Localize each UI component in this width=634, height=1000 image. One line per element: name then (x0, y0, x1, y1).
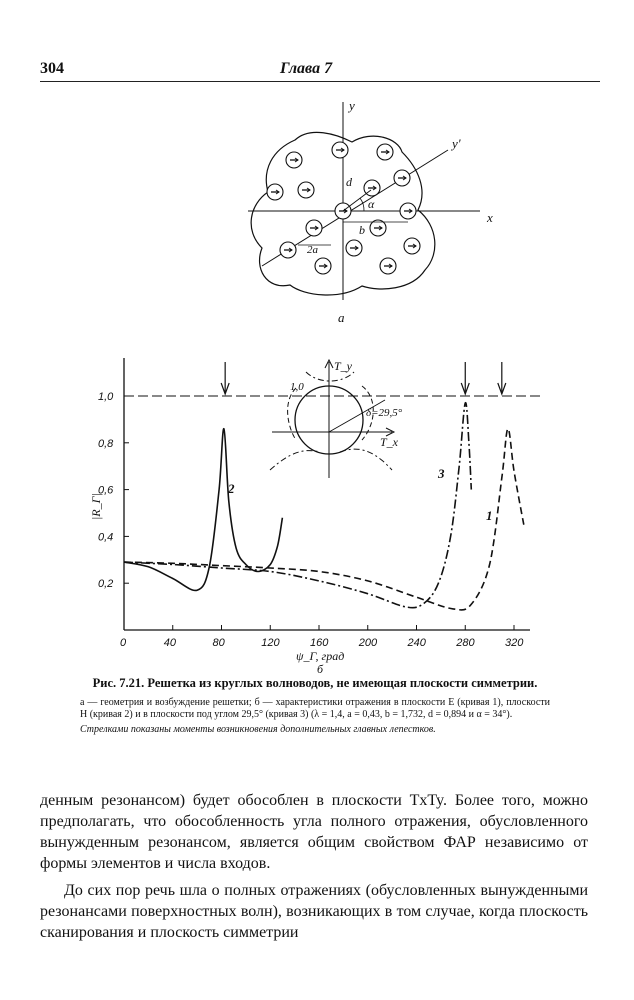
chart-series (124, 403, 524, 610)
running-title: Глава 7 (280, 60, 333, 77)
figure-7-21 (0, 90, 634, 675)
resonance-arrow-icon (498, 362, 506, 394)
lattice-cell (286, 152, 302, 168)
x-tick-label: 200 (358, 637, 378, 649)
y-axis-label: y (349, 98, 355, 113)
series-line-2 (124, 429, 282, 591)
lattice-cell (380, 258, 396, 274)
resonance-arrow-icon (221, 362, 229, 394)
inset-label-delta: δ=29,5° (366, 407, 403, 419)
inset-txty-plane (270, 359, 403, 478)
caption-note: а — геометрия и возбуждение решетки; б — характеристики отражения в плоскости E (кривая 1), плоскости H (кривая 2) и в плоскости под углом 29,5° (кривая 3) (λ = 1,4, a = 0,43, b = 1,732, d = 0,894 и α = 34°). (80, 697, 550, 720)
lattice-cell (267, 184, 283, 200)
y-tick-label: 0,2 (98, 578, 114, 591)
b-label: b (359, 223, 365, 237)
2a-label: 2a (307, 244, 318, 256)
figure-a (248, 98, 493, 325)
x-tick-label: 240 (407, 637, 426, 649)
header-rule (40, 81, 600, 82)
inset-label-tx: T_x (380, 435, 398, 449)
x-tick-label: 160 (310, 637, 329, 649)
figure-b-chart (89, 358, 540, 675)
lattice-cell (404, 238, 420, 254)
inset-dashed-arc-bottom-left (270, 451, 320, 470)
x-tick-label: 320 (505, 637, 524, 649)
caption-title: Рис. 7.21. Решетка из круглых волноводов, не имеющая плоскости симметрии. (92, 676, 538, 690)
inset-label-ty: T_y (334, 359, 352, 373)
lattice-cell (315, 258, 331, 274)
lattice-cell (400, 203, 416, 219)
resonance-markers (221, 362, 506, 394)
inset-dashed-arc-bottom-right (340, 449, 392, 470)
lattice-cell (280, 242, 296, 258)
series-label-1: 1 (486, 508, 493, 523)
figure-caption (80, 676, 550, 736)
y-tick-label: 0,8 (98, 437, 114, 450)
x-tick-label: 120 (261, 637, 280, 649)
series-line-1 (124, 429, 524, 610)
body-text (40, 790, 588, 943)
y-tick-label: 0,6 (98, 484, 114, 497)
lattice-cell (346, 240, 362, 256)
x-tick-label: 40 (163, 637, 176, 649)
caption-footnote: Стрелками показаны моменты возникновения дополнительных главных лепестков. (80, 724, 436, 735)
lattice-cell (394, 170, 410, 186)
d-label: d (346, 175, 352, 189)
x-tick-label: 80 (212, 637, 225, 649)
y-tick-label: 0,4 (98, 531, 114, 544)
x-tick-label: 280 (456, 637, 475, 649)
body-paragraph-2: До сих пор речь шла о полных отражениях (обусловленных вынужденными резонансами поверхностных волн), возникающих в том случае, когда плоскость сканирования и плоскость симметрии (40, 882, 588, 941)
resonance-arrow-icon (461, 362, 469, 394)
lattice-cell (332, 142, 348, 158)
chart-xlabel: ψ_Г, град (296, 649, 345, 663)
x-axis-label: x (487, 210, 493, 225)
inset-dashed-arc-top (306, 372, 354, 381)
alpha-label: α (368, 197, 375, 211)
page-number: 304 (40, 60, 64, 77)
page-header (40, 60, 600, 82)
lattice-cell (377, 144, 393, 160)
y-prime-axis-label: y' (452, 136, 461, 151)
series-label-3: 3 (438, 466, 445, 481)
body-paragraph-1: денным резонансом) будет обособлен в плоскости TxTy. Более того, можно предполагать, что обособленность угла полного отражения, обусловленного вынужденным резонансом, является общим свойством ФАР независимо от формы элементов и числа входов. (40, 792, 588, 872)
y-tick-label: 1,0 (98, 391, 114, 403)
inset-label-1-0: 1,0 (290, 381, 304, 393)
figure-a-sublabel: а (338, 310, 345, 325)
chart-ylabel: |R_Г| (89, 493, 103, 520)
series-label-2: 2 (228, 481, 235, 496)
x-tick-label: 0 (120, 637, 127, 649)
lattice-cell (306, 220, 322, 236)
lattice-cell (298, 182, 314, 198)
figure-b-sublabel: б (317, 662, 324, 675)
